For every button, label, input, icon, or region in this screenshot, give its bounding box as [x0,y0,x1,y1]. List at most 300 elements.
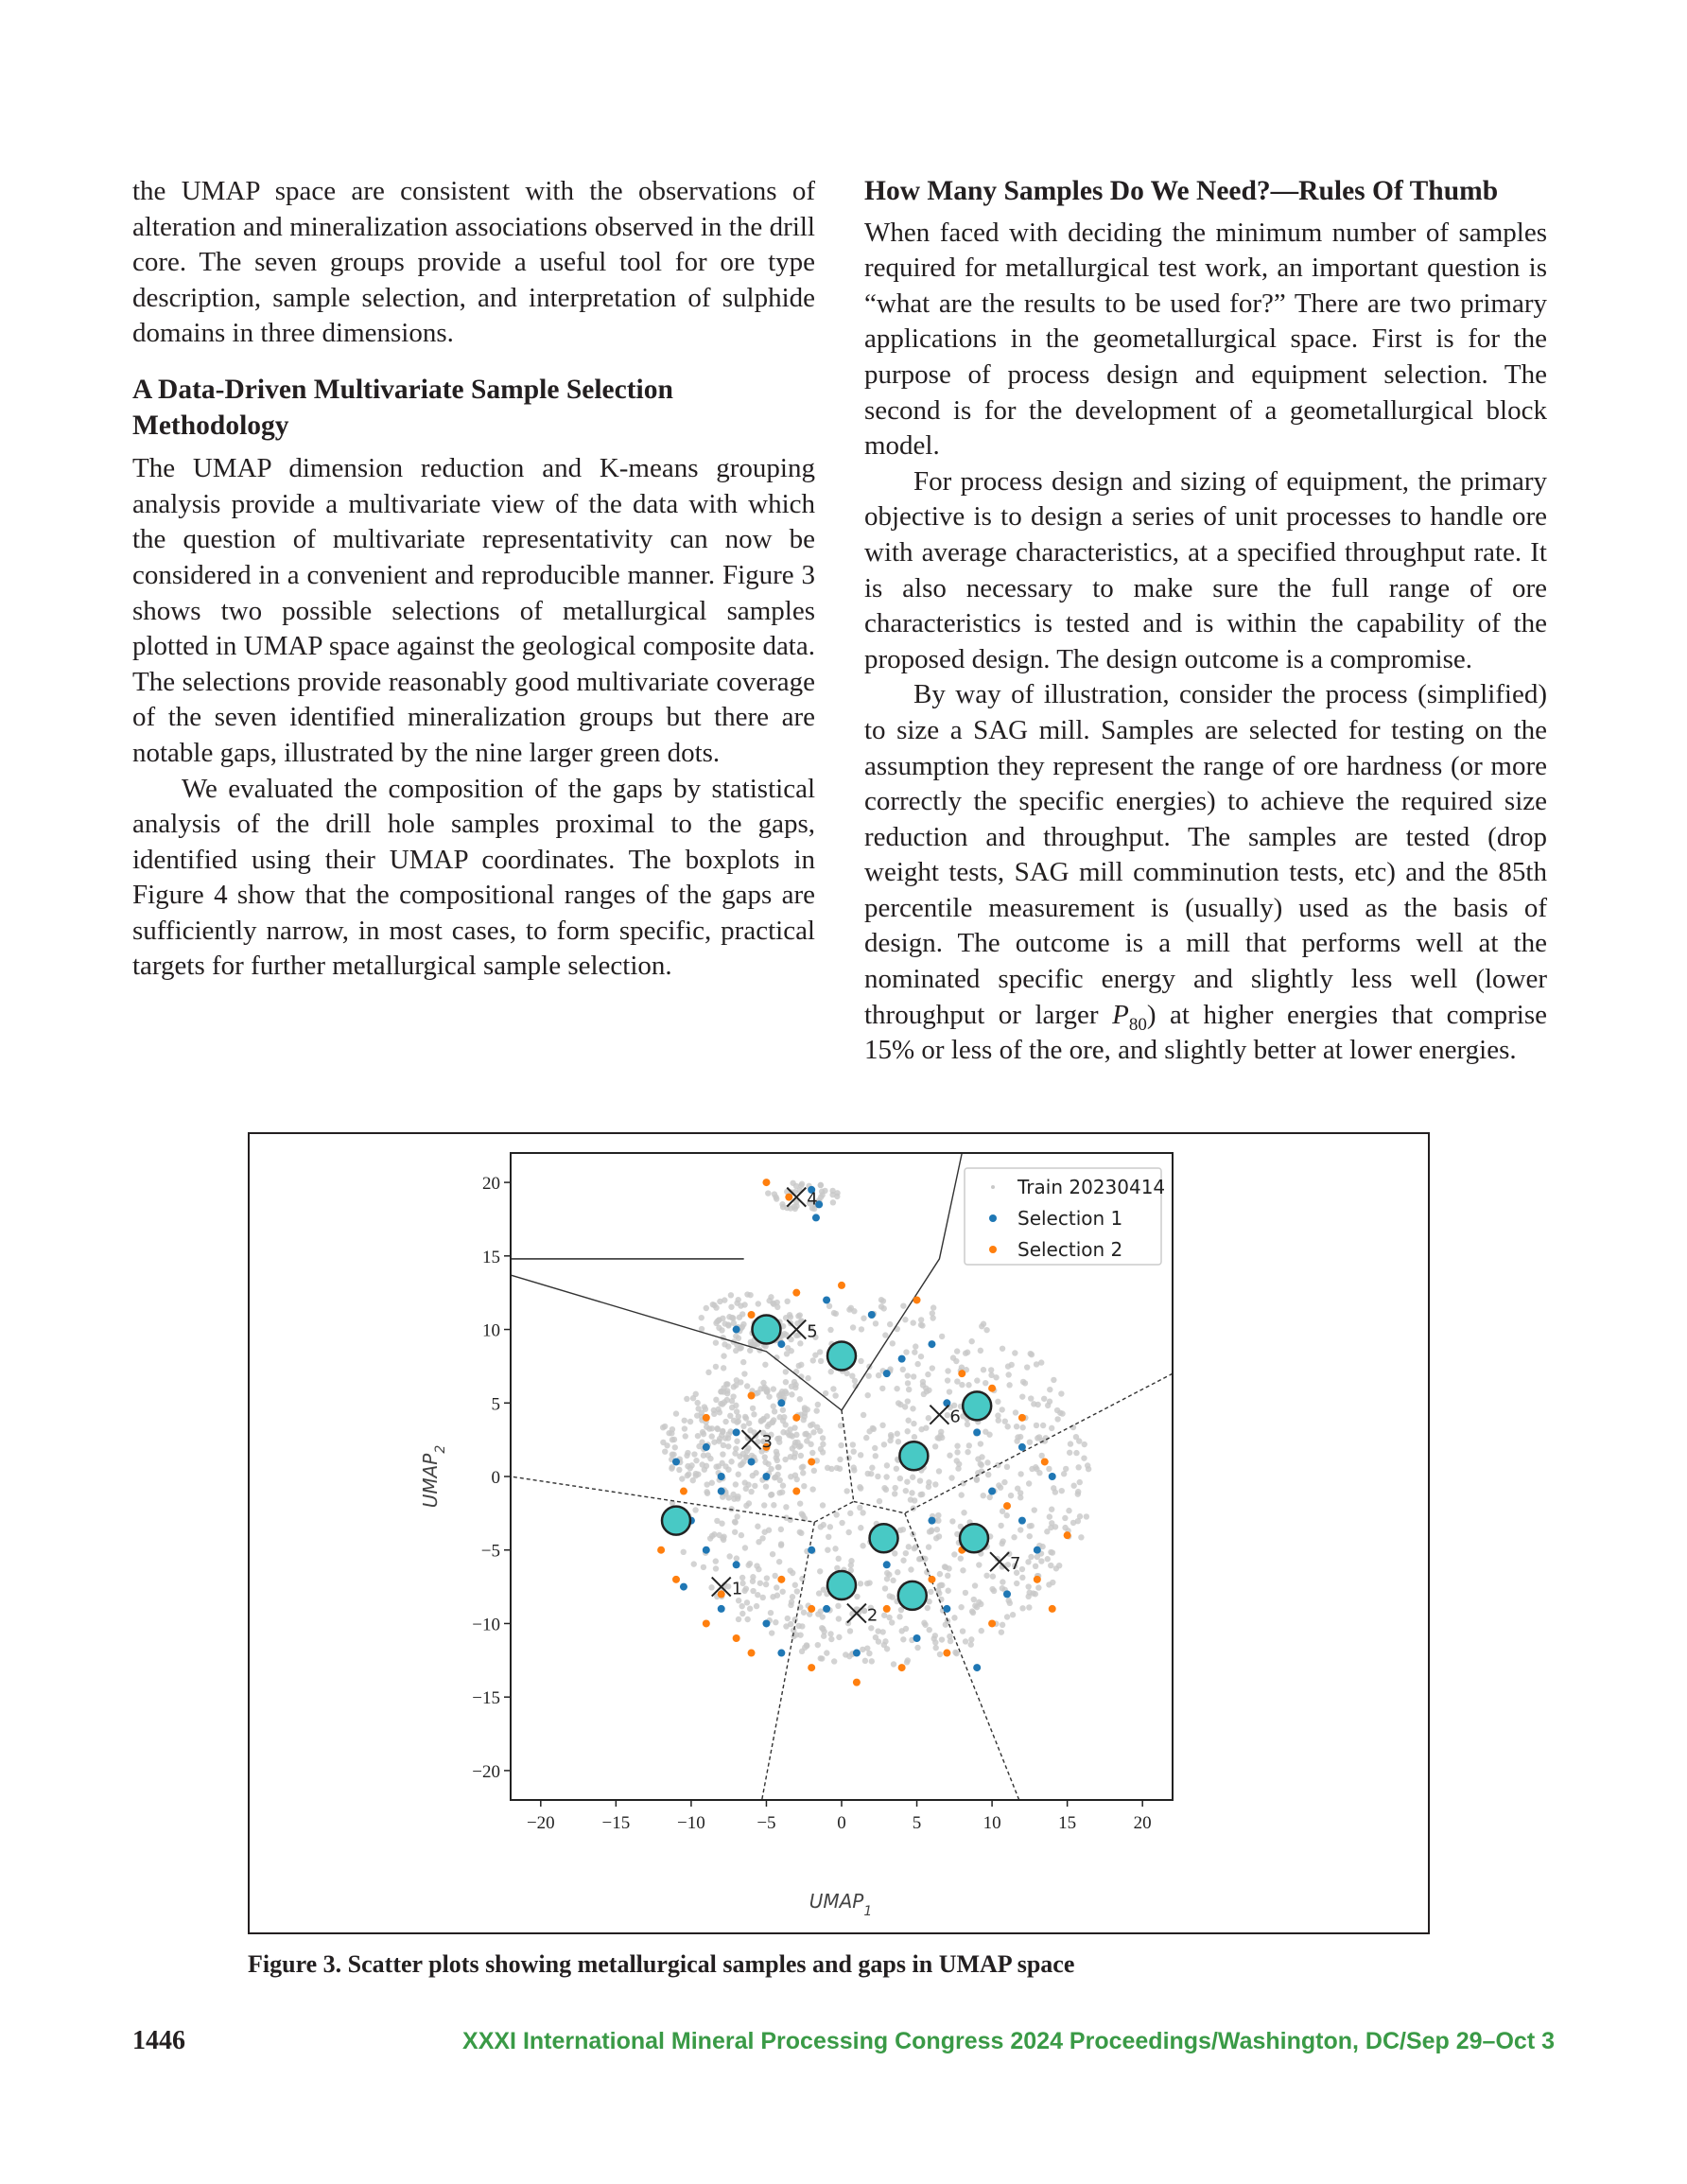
train-point [868,1471,874,1476]
train-point [859,1326,864,1332]
train-point [1029,1523,1035,1529]
train-point [858,1452,863,1458]
train-point [820,1441,826,1447]
train-point [873,1453,878,1459]
train-point [938,1582,944,1588]
train-point [981,1321,986,1327]
train-point [683,1433,688,1439]
gap-marker [899,1441,928,1470]
train-point [1048,1525,1053,1530]
train-point [937,1571,943,1577]
train-point [818,1358,824,1364]
train-point [766,1298,772,1303]
train-point [837,1457,843,1462]
train-point [883,1474,889,1479]
train-point [845,1455,851,1460]
selection-1-point [943,1605,950,1613]
x-tick-label: −20 [526,1813,555,1833]
train-point [1009,1362,1015,1368]
train-point [974,1604,980,1610]
train-point [879,1629,885,1634]
train-point [877,1498,882,1504]
train-point [781,1331,787,1337]
x-tick-label: 15 [1058,1813,1077,1833]
train-point [750,1588,756,1594]
train-point [1040,1423,1046,1428]
train-point [1007,1600,1013,1606]
gap-marker [752,1316,780,1344]
train-point [834,1465,840,1471]
train-point [825,1465,830,1471]
train-point [832,1392,838,1398]
train-point [950,1354,956,1360]
train-point [951,1551,957,1557]
train-point [975,1456,981,1461]
train-point [770,1419,775,1424]
train-point [809,1486,815,1492]
train-point [1029,1466,1035,1472]
selection-1-point [777,1340,785,1348]
train-point [740,1359,746,1365]
train-point [788,1567,793,1573]
x-tick-label: 20 [1133,1813,1152,1833]
selection-1-point [777,1650,785,1657]
train-point [1038,1558,1044,1564]
train-point [886,1572,892,1578]
train-point [735,1297,740,1302]
train-point [709,1480,715,1486]
train-point [905,1418,911,1424]
train-point [768,1610,774,1616]
legend-swatch [989,1214,997,1222]
train-point [693,1458,699,1463]
train-point [1059,1410,1065,1416]
train-point [892,1491,897,1496]
train-point [892,1550,897,1556]
selection-2-point [792,1289,800,1297]
selection-2-point [958,1370,965,1377]
train-point [721,1365,726,1371]
legend [965,1168,1165,1265]
train-point [796,1443,802,1449]
train-point [713,1339,719,1345]
train-point [818,1182,824,1188]
train-point [670,1437,675,1442]
train-point [960,1567,965,1573]
train-point [1000,1538,1005,1544]
train-point [704,1489,709,1494]
train-point [662,1448,668,1454]
selection-2-point [1064,1531,1071,1539]
train-point [1077,1479,1083,1485]
train-point [722,1419,728,1424]
train-point [937,1651,943,1657]
train-point [774,1584,779,1590]
train-point [676,1467,682,1473]
selection-2-point [853,1679,861,1686]
selection-2-point [898,1664,906,1671]
train-point [919,1322,925,1328]
train-point [815,1402,821,1407]
train-point [732,1529,738,1535]
train-point [662,1424,668,1429]
train-point [910,1406,915,1411]
train-point [965,1449,970,1455]
train-point [1028,1395,1034,1401]
train-point [708,1584,714,1590]
train-point [772,1191,777,1197]
train-point [742,1545,748,1550]
paragraph-text: ) at higher energies that comprise 15% or less of the ore, and slightly better at lower energies. [864,999,1547,1066]
train-point [747,1606,753,1612]
body-paragraph: The UMAP dimension reduction and K-means grouping analysis provide a multivariate view of the data with which the question of multivariate representativity can now be considered in a convenient and reproducible manner. Figure 3 shows two possible selections of metallurgical samples plotted in UMAP space against the geological composite data. The selections provide reasonably good multivariate coverage of the seven identified mineralization groups but there are notable gaps, illustrated by the nine larger green dots. [132,453,815,768]
selection-2-point [1041,1458,1049,1465]
train-point [681,1549,687,1555]
body-paragraph [864,677,1547,1069]
train-point [778,1541,784,1546]
train-point [695,1406,701,1411]
train-point [876,1638,881,1644]
train-point [1034,1361,1039,1367]
train-point [858,1581,863,1586]
train-point [722,1341,727,1347]
train-point [833,1311,839,1317]
train-point [1000,1406,1005,1412]
section-heading-sample-selection: A Data-Driven Multivariate Sample Selection Methodology [132,374,673,441]
selection-2-point [808,1664,815,1671]
train-point [983,1573,989,1579]
train-point [776,1490,782,1495]
train-point [743,1415,749,1421]
train-point [1048,1563,1053,1568]
train-point [904,1659,910,1665]
train-point [935,1587,941,1593]
selection-1-point [808,1546,815,1554]
gap-marker [898,1581,927,1610]
train-point [783,1422,789,1427]
train-point [1011,1534,1017,1540]
p80-subscript: 80 [1128,1014,1147,1035]
train-point [887,1438,893,1443]
train-point [827,1524,833,1529]
train-point [728,1459,734,1464]
train-point [850,1324,856,1330]
p80-variable: P [1112,999,1129,1030]
train-point [780,1407,786,1413]
train-point [1025,1559,1031,1564]
train-point [821,1634,826,1639]
train-point [945,1588,950,1594]
train-point [765,1190,771,1196]
train-point [988,1367,994,1372]
train-point [788,1314,793,1319]
train-point [766,1393,772,1399]
train-point [1019,1424,1025,1430]
train-point [850,1441,856,1447]
train-point [1017,1527,1023,1532]
train-point [912,1546,917,1551]
train-point [925,1605,930,1611]
train-point [900,1558,906,1564]
gap-marker [827,1342,856,1371]
cluster-boundary-line [762,1522,815,1800]
train-point [851,1464,857,1470]
train-point [798,1362,804,1368]
train-point [828,1636,834,1642]
train-point [1058,1390,1064,1396]
train-point [817,1428,823,1434]
train-point [838,1423,844,1428]
train-point [985,1472,991,1477]
selection-2-point [1003,1502,1011,1510]
train-point [858,1525,863,1530]
train-point [775,1464,781,1470]
train-point [986,1432,992,1438]
train-point [764,1575,770,1581]
train-point [945,1368,950,1373]
train-point [876,1372,881,1378]
figure-caption: Figure 3. Scatter plots showing metallurgical samples and gaps in UMAP space [248,1950,1075,1978]
selection-2-point [943,1650,950,1657]
train-point [808,1441,813,1447]
train-point [797,1500,803,1506]
selection-2-point [703,1414,710,1422]
train-point [728,1292,734,1298]
train-point [872,1445,878,1451]
train-point [734,1439,739,1444]
train-point [813,1407,819,1413]
train-point [713,1558,719,1564]
train-point [981,1367,986,1372]
train-point [903,1626,909,1632]
train-point [845,1529,851,1535]
train-point [736,1472,741,1477]
gap-marker [870,1524,898,1552]
train-point [719,1327,724,1333]
train-point [798,1530,804,1536]
train-point [905,1380,911,1386]
train-point [760,1417,766,1423]
train-point [774,1458,780,1463]
train-point [743,1503,749,1509]
train-point [1035,1584,1041,1590]
train-point [785,1345,791,1351]
train-point [1075,1518,1081,1524]
train-point [719,1520,724,1526]
train-point [820,1614,826,1619]
train-point [930,1315,935,1320]
y-axis-label: $UMAP_2$ [419,1444,448,1509]
train-point [801,1417,807,1423]
train-point [720,1535,725,1541]
selection-2-point [762,1179,770,1186]
train-point [1019,1393,1025,1399]
train-point [760,1595,766,1600]
train-point [914,1361,920,1367]
train-point [713,1397,719,1403]
train-point [1041,1396,1047,1402]
train-point [918,1354,924,1359]
train-point [773,1619,778,1625]
train-point [911,1373,916,1379]
train-point [800,1470,806,1476]
train-point [1010,1612,1016,1617]
train-point [948,1475,954,1480]
train-point [961,1510,966,1515]
selection-2-point [808,1605,815,1613]
train-point [757,1581,763,1586]
selection-2-point [928,1576,935,1583]
train-point [771,1386,776,1391]
train-point [978,1441,983,1446]
train-point [717,1436,722,1441]
train-point [1068,1441,1073,1446]
train-point [725,1443,731,1449]
page-number: 1446 [132,2026,185,2055]
train-point [1019,1575,1025,1581]
train-point [801,1610,807,1616]
train-point [811,1468,817,1474]
train-point [733,1333,739,1338]
train-point [844,1488,849,1494]
selection-1-point [1034,1546,1041,1554]
selection-2-point [988,1385,996,1392]
train-point [1062,1515,1068,1521]
selection-1-point [853,1650,861,1657]
selection-1-point [898,1355,906,1363]
train-point [939,1334,945,1339]
train-point [664,1442,670,1448]
train-point [858,1358,863,1364]
train-point [900,1367,906,1372]
train-point [722,1320,727,1326]
train-point [849,1372,855,1378]
train-point [875,1474,880,1479]
figure-3-frame [248,1132,1430,1934]
train-point [963,1590,968,1596]
train-point [801,1483,807,1489]
train-point [799,1464,805,1470]
train-point [756,1301,761,1306]
train-point [951,1615,957,1620]
train-point [934,1435,940,1441]
train-point [763,1581,769,1587]
train-point [1005,1372,1011,1377]
train-point [713,1565,719,1571]
train-point [1019,1605,1025,1611]
train-point [868,1625,874,1631]
selection-2-point [672,1576,680,1583]
centroid-label: 6 [949,1406,961,1427]
train-point [772,1408,777,1414]
train-point [783,1504,789,1510]
selection-2-point [1049,1605,1056,1613]
train-point [1022,1380,1028,1386]
train-point [802,1431,808,1437]
train-point [670,1452,675,1458]
train-point [711,1439,717,1444]
train-point [804,1643,809,1649]
train-point [729,1405,735,1410]
train-point [908,1566,913,1572]
train-point [817,1568,823,1574]
train-point [739,1603,744,1609]
y-tick-label: 5 [491,1394,500,1415]
train-point [896,1439,901,1444]
train-point [717,1409,722,1415]
train-point [1031,1401,1036,1406]
train-point [731,1384,737,1389]
y-tick-label: −10 [472,1615,500,1635]
train-point [743,1486,749,1492]
train-point [693,1391,699,1397]
selection-2-point [883,1605,891,1613]
selection-2-point [748,1650,756,1657]
selection-1-point [718,1488,725,1495]
umap-scatter-plot [250,1134,1428,1932]
train-point [999,1629,1004,1634]
train-point [932,1481,938,1487]
y-tick-label: 20 [482,1174,500,1195]
train-point [721,1353,726,1358]
selection-1-point [973,1428,981,1436]
train-point [737,1315,742,1320]
train-point [769,1630,774,1635]
train-point [854,1594,860,1599]
train-point [794,1588,800,1594]
selection-2-point [792,1414,800,1422]
x-tick-label: −10 [677,1813,705,1833]
train-point [790,1594,795,1599]
train-point [684,1396,689,1402]
train-point [793,1432,799,1438]
train-point [1047,1387,1052,1392]
train-point [891,1661,896,1667]
train-point [770,1551,775,1557]
train-point [734,1555,739,1561]
train-point [1032,1507,1037,1512]
train-point [792,1382,798,1388]
train-point [903,1349,909,1354]
train-point [785,1616,791,1621]
train-point [797,1396,803,1402]
selection-1-point [883,1370,891,1377]
train-point [917,1492,923,1497]
train-point [679,1476,685,1481]
train-point [797,1312,803,1318]
train-point [812,1352,818,1357]
train-point [744,1383,750,1389]
train-point [954,1348,960,1354]
train-point [847,1511,853,1516]
train-point [776,1439,782,1444]
train-point [710,1302,716,1307]
selection-2-point [913,1296,921,1303]
train-point [930,1365,935,1371]
running-footer: XXXI International Mineral Processing Congress 2024 Proceedings/Washington, DC/Sep 29–Oct 3 [462,2028,1555,2054]
train-point [1081,1455,1087,1460]
train-point [906,1387,912,1392]
train-point [900,1527,906,1532]
train-point [966,1442,972,1448]
train-point [960,1628,965,1634]
train-point [884,1646,890,1651]
gap-markers-layer [662,1316,991,1610]
train-point [869,1658,875,1664]
train-point [788,1426,793,1432]
train-point [830,1386,836,1391]
x-tick-label: −15 [601,1813,631,1833]
